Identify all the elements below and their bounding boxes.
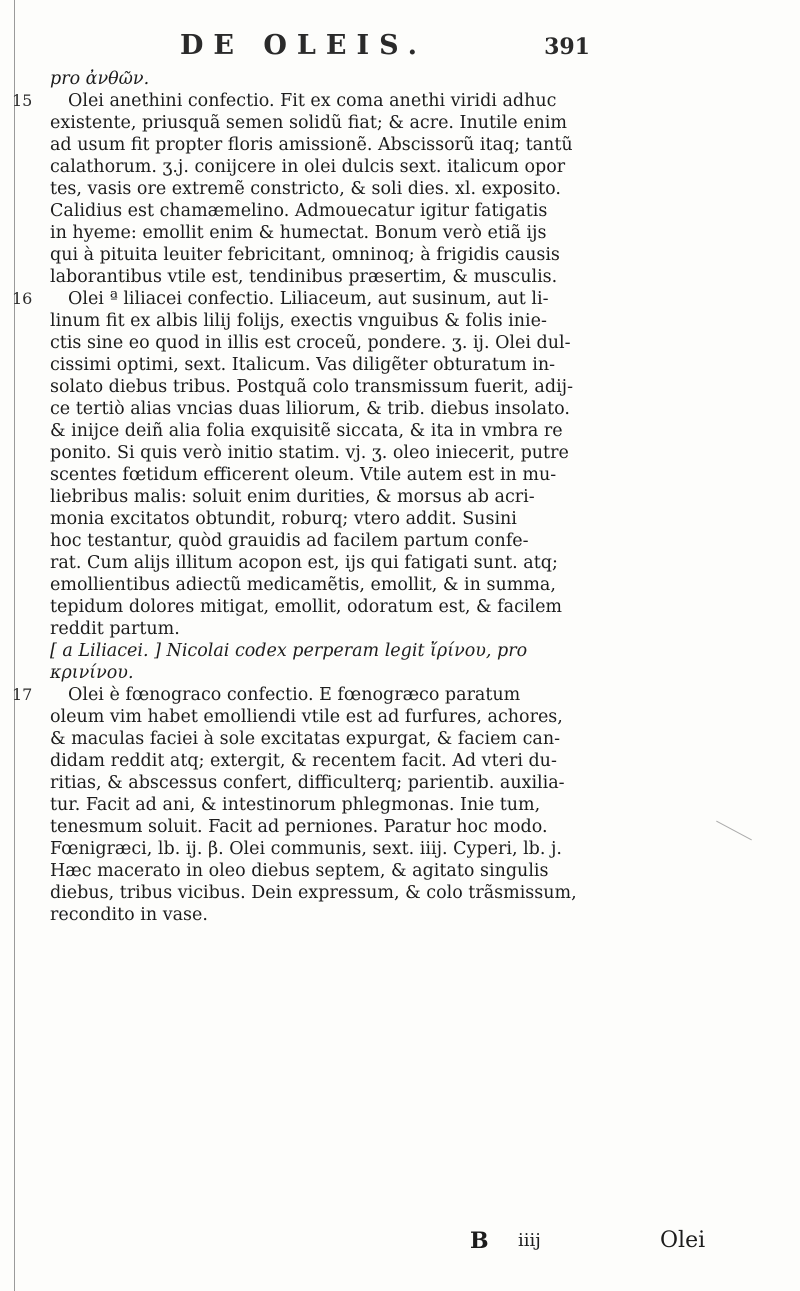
text-line: linum fit ex albis lilij folijs, exectis vnguibus & folis inie-: [50, 311, 547, 331]
text-line: ce tertiò alias vncias duas liliorum, & trib. diebus insolato.: [50, 399, 570, 419]
text-line: tepidum dolores mitigat, emollit, odoratum est, & facilem: [50, 597, 563, 617]
text-line: ponito. Si quis verò initio statim. vj. ʒ. oleo iniecerit, putre: [50, 443, 569, 463]
gutter-rule: [14, 0, 15, 1291]
text-line: Hæc macerato in oleo diebus septem, & agitato singulis: [50, 861, 549, 881]
text-line: pro ἀνθῶν.: [50, 69, 150, 89]
text-line: ritias, & abscessus confert, difficulterq; parientib. auxilia-: [50, 773, 565, 793]
text-line: ctis sine eo quod in illis est croceũ, pondere. ʒ. ij. Olei dul-: [50, 333, 571, 353]
text-line: existente, priusquã semen solidũ fiat; & acre. Inutile enim: [50, 113, 567, 133]
text-line: tenesmum soluit. Facit ad perniones. Paratur hoc modo.: [50, 817, 548, 837]
text-line: solato diebus tribus. Postquã colo transmissum fuerit, adij-: [50, 377, 574, 397]
text-line: & inijce deiñ alia folia exquisitẽ siccata, & ita in vmbra re: [50, 421, 563, 441]
footnote-line: κρινίνου.: [50, 663, 134, 683]
text-line: calathorum. ʒ.j. conijcere in olei dulcis sext. italicum opor: [50, 157, 566, 177]
margin-number: 15: [12, 91, 33, 110]
catchword: Olei: [660, 1228, 706, 1253]
text-line: ad usum fit propter floris amissionẽ. Abscissorũ itaq; tantũ: [50, 135, 573, 155]
text-line: [12, 684, 750, 706]
text-line: qui à pituita leuiter febricitant, omninoq; à frigidis causis: [50, 245, 560, 265]
text-line-content: Olei è fœnograco confectio. E fœnogræco paratum: [68, 685, 521, 705]
text-line: tur. Facit ad ani, & intestinorum phlegmonas. Inie tum,: [50, 795, 541, 815]
text-line: tes, vasis ore extremẽ constricto, & soli dies. xl. exposito.: [50, 179, 561, 199]
text-line: Calidius est chamæmelino. Admouecatur igitur fatigatis: [50, 201, 548, 221]
text-line: didam reddit atq; extergit, & recentem facit. Ad vteri du-: [50, 751, 557, 771]
running-head: DE OLEIS.: [180, 30, 428, 61]
text-line: & maculas faciei à sole excitatas expurgat, & faciem can-: [50, 729, 561, 749]
text-line: cissimi optimi, sext. Italicum. Vas diligẽter obturatum in-: [50, 355, 556, 375]
text-line: [12, 90, 750, 112]
signature-mark: B: [470, 1228, 489, 1254]
text-line: monia excitatos obtundit, roburq; vtero addit. Susini: [50, 509, 517, 529]
text-line: recondito in vase.: [50, 905, 208, 925]
text-line: reddit partum.: [50, 619, 180, 639]
text-line-content: Olei ª liliacei confectio. Liliaceum, aut susinum, aut li-: [68, 289, 549, 309]
text-line: scentes fœtidum efficerent oleum. Vtile autem est in mu-: [50, 465, 557, 485]
text-line: hoc testantur, quòd grauidis ad facilem partum confe-: [50, 531, 529, 551]
text-line: liebribus malis: soluit enim durities, & morsus ab acri-: [50, 487, 535, 507]
body-text: [12, 68, 750, 926]
text-line: Fœnigræci, lb. ij. β. Olei communis, sext. iiij. Cyperi, lb. j.: [50, 839, 562, 859]
signature-number: iiij: [518, 1230, 541, 1251]
text-line: emollientibus adiectũ medicamẽtis, emollit, & in summa,: [50, 575, 556, 595]
text-line: oleum vim habet emolliendi vtile est ad furfures, achores,: [50, 707, 563, 727]
text-line: diebus, tribus vicibus. Dein expressum, & colo trãsmissum,: [50, 883, 577, 903]
text-line: [12, 288, 750, 310]
text-line: rat. Cum alijs illitum acopon est, ijs qui fatigati sunt. atq;: [50, 553, 558, 573]
margin-number: 17: [12, 685, 33, 704]
margin-number: 16: [12, 289, 33, 308]
text-line: in hyeme: emollit enim & humectat. Bonum verò etiã ijs: [50, 223, 547, 243]
page-number: 391: [544, 34, 590, 60]
text-line: laborantibus vtile est, tendinibus præsertim, & musculis.: [50, 267, 558, 287]
footnote-line: [ a Liliacei. ] Nicolai codex perperam legit ἴρίνου, pro: [50, 641, 528, 661]
text-line-content: Olei anethini confectio. Fit ex coma anethi viridi adhuc: [68, 91, 557, 111]
